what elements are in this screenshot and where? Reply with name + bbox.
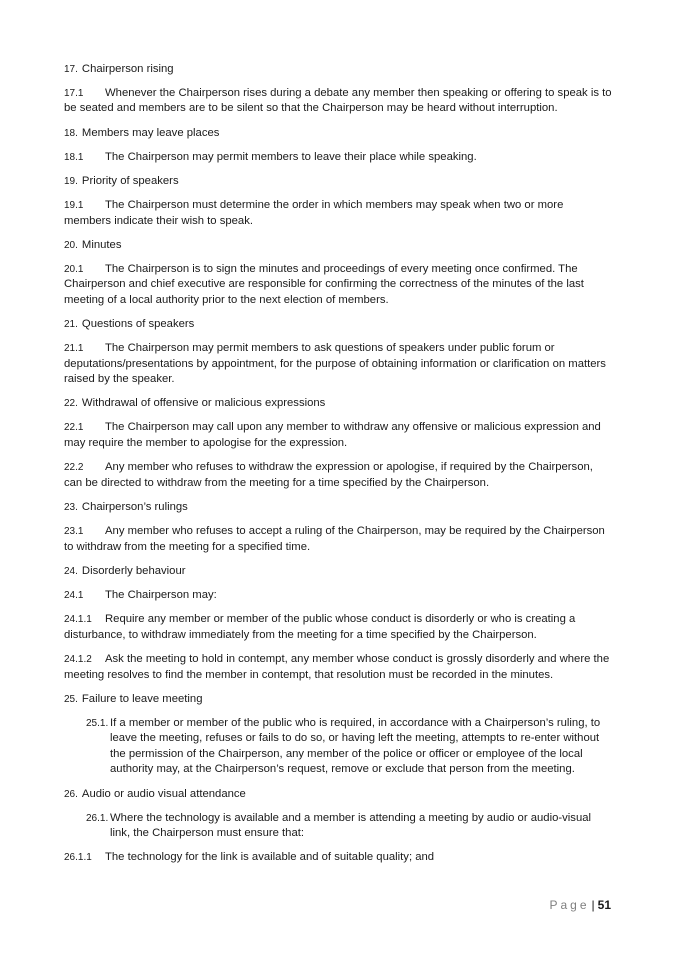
clause: 22.2 Any member who refuses to withdraw the expression or apologise, if required by the Chairperson, can be directed to withdraw from the meeting for a time specified by the Chairperson. — [64, 461, 593, 489]
clause: 19.1 The Chairperson must determine the order in which members may speak when two or more members indicate their wish to speak. — [64, 199, 564, 227]
clause: 21.1 The Chairperson may permit members to ask questions of speakers under public forum or deputations/presentations by appointment, for the purpose of obtaining information or clarification on matters raised by the speaker. — [64, 342, 606, 386]
clause-indented: 25.1. If a member or member of the public who is required, in accordance with a Chairperson’s ruling, to leave the meeting, refuses or fails to do so, or having left the meeting, attempts to re-enter without the permission of the Chairperson, any member of the police or officer or employee of the local authority may, at the Chairperson’s request, remove or exclude that person from the meeting. — [86, 716, 601, 776]
clause: 18.1 The Chairperson may permit members to leave their place while speaking. — [64, 150, 477, 163]
section-heading: 18. Members may leave places — [64, 126, 220, 139]
clause: 22.1 The Chairperson may call upon any member to withdraw any offensive or malicious expression and may require the member to apologise for the expression. — [64, 421, 601, 449]
section-heading: 25. Failure to leave meeting — [64, 692, 203, 705]
clause: 20.1 The Chairperson is to sign the minutes and proceedings of every meeting once confirmed. The Chairperson and chief executive are responsible for confirming the correctness of the minutes of the last meeting of a local authority prior to the next election of members. — [64, 263, 584, 306]
section-heading: 21. Questions of speakers — [64, 318, 195, 331]
sub-clause: 24.1.1 Require any member or member of the public whose conduct is disorderly or who is creating a disturbance, to withdraw immediately from the meeting for a time specified by the Chairperson. — [64, 613, 576, 641]
section-heading: 19. Priority of speakers — [64, 175, 179, 188]
document-body — [64, 62, 612, 875]
section-heading: 20. Minutes — [64, 239, 122, 252]
section-heading: 26. Audio or audio visual attendance — [64, 787, 246, 800]
section-heading: 22. Withdrawal of offensive or malicious expressions — [64, 397, 326, 410]
sub-clause: 24.1.2 Ask the meeting to hold in contempt, any member whose conduct is grossly disorderly and where the meeting resolves to find the member in contempt, that resolution must be recorded in the minutes. — [64, 653, 610, 681]
clause: 17.1 Whenever the Chairperson rises during a debate any member then speaking or offering to speak is to be seated and members are to be silent so that the Chairperson may be heard without interruption. — [64, 87, 612, 115]
sub-clause: 26.1.1 The technology for the link is available and of suitable quality; and — [64, 851, 435, 864]
clause: 23.1 Any member who refuses to accept a ruling of the Chairperson, may be required by the Chairperson to withdraw from the meeting for a specified time. — [64, 525, 605, 553]
clause-indented: 26.1. Where the technology is available and a member is attending a meeting by audio or audio-visual link, the Chairperson must ensure that: — [86, 811, 592, 839]
clause: 24.1 The Chairperson may: — [64, 588, 217, 601]
page-label: Page — [549, 898, 590, 912]
page-number: 51 — [597, 898, 611, 912]
section-heading: 17. Chairperson rising — [64, 63, 174, 75]
footer-separator: | — [591, 898, 595, 912]
section-heading: 24. Disorderly behaviour — [64, 564, 186, 577]
section-heading: 23. Chairperson’s rulings — [64, 501, 188, 514]
page-footer — [549, 898, 611, 912]
